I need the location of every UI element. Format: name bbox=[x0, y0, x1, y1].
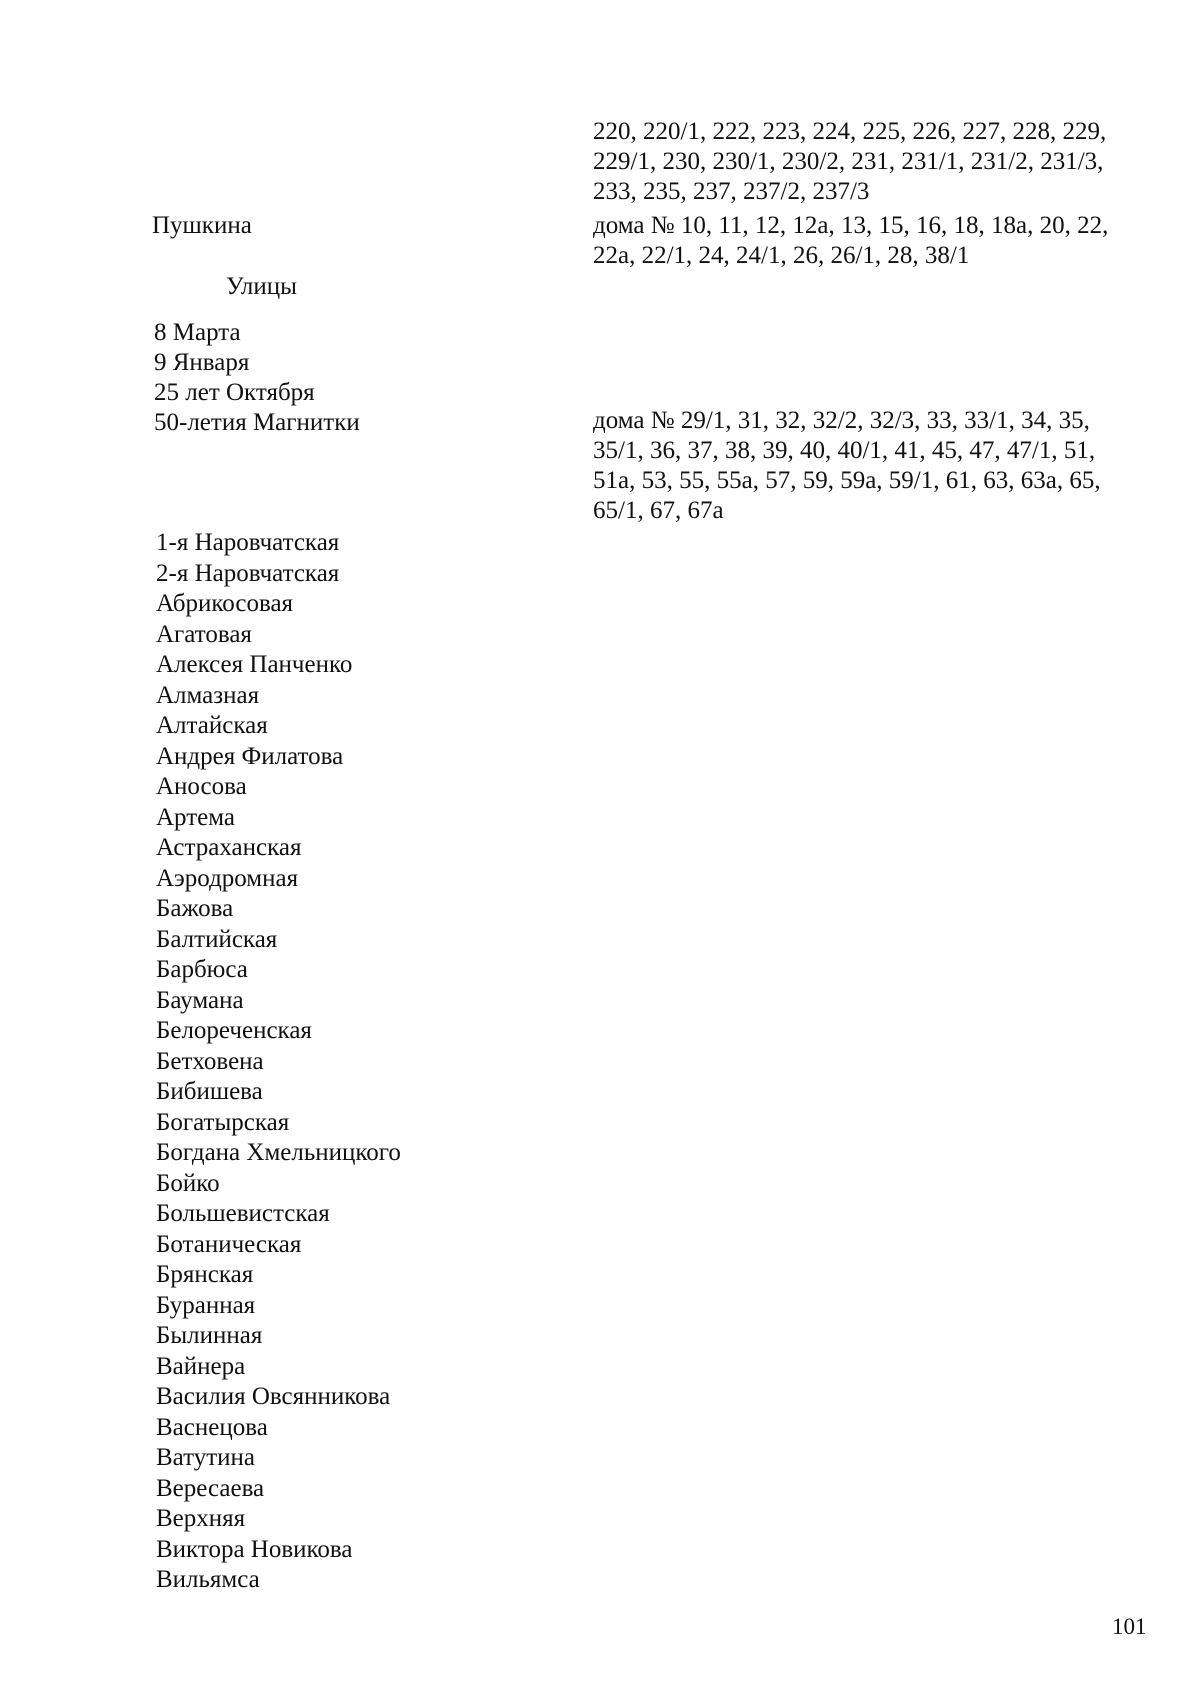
continuation-house-numbers bbox=[593, 117, 1106, 207]
list-item: Астраханская bbox=[156, 834, 302, 861]
list-item: Баумана bbox=[156, 986, 244, 1014]
list-item: Бажова bbox=[156, 895, 234, 922]
list-item: Брянская bbox=[156, 1261, 254, 1288]
pushkina-house-numbers bbox=[593, 211, 1108, 271]
list-item: Вильямса bbox=[156, 1566, 260, 1593]
list-item: Вересаева bbox=[156, 1474, 265, 1502]
list-item: 1-я Наровчатская bbox=[156, 529, 340, 556]
house-numbers-line: 220, 220/1, 222, 223, 224, 225, 226, 227, 228, 229, bbox=[593, 118, 1107, 145]
list-item: Василия Овсянникова bbox=[156, 1383, 391, 1410]
page-number: 101 bbox=[1112, 1614, 1147, 1639]
list-item: Богдана Хмельницкого bbox=[156, 1139, 401, 1166]
list-item: Большевистская bbox=[156, 1200, 330, 1227]
list-item: Васнецова bbox=[156, 1413, 268, 1441]
list-item: Аносова bbox=[156, 773, 247, 800]
list-item: Алмазная bbox=[156, 681, 260, 709]
house-numbers-line: 22а, 22/1, 24, 24/1, 26, 26/1, 28, 38/1 bbox=[593, 242, 970, 269]
list-item: Виктора Новикова bbox=[156, 1535, 353, 1563]
list-item: Ватутина bbox=[156, 1444, 255, 1471]
house-numbers-line: 65/1, 67, 67а bbox=[593, 497, 724, 524]
street-name: 8 Марта bbox=[154, 319, 241, 346]
magnitki-house-numbers bbox=[593, 406, 1101, 526]
section-heading: Улицы bbox=[226, 273, 297, 300]
street-list bbox=[156, 528, 401, 1596]
list-item: Андрея Филатова bbox=[156, 742, 344, 770]
street-name-pushkina: Пушкина bbox=[152, 212, 252, 239]
list-item: Буранная bbox=[156, 1291, 256, 1319]
list-item: Верхняя bbox=[156, 1505, 246, 1532]
list-item: Балтийская bbox=[156, 925, 278, 953]
house-numbers-line: 229/1, 230, 230/1, 230/2, 231, 231/1, 231/2, 231/3, bbox=[593, 148, 1104, 175]
list-item: Ботаническая bbox=[156, 1230, 302, 1258]
street-name: 9 Января bbox=[154, 349, 250, 376]
house-numbers-line: дома № 29/1, 31, 32, 32/2, 32/3, 33, 33/1, 34, 35, bbox=[593, 407, 1090, 434]
house-numbers-line: 35/1, 36, 37, 38, 39, 40, 40/1, 41, 45, 47, 47/1, 51, bbox=[593, 437, 1096, 464]
list-item: Бойко bbox=[156, 1169, 220, 1197]
list-item: 2-я Наровчатская bbox=[156, 559, 340, 587]
list-item: Артема bbox=[156, 803, 235, 831]
list-item: Алексея Панченко bbox=[156, 651, 353, 678]
list-item: Вайнера bbox=[156, 1352, 246, 1380]
list-item: Барбюса bbox=[156, 956, 248, 983]
house-numbers-line: 233, 235, 237, 237/2, 237/3 bbox=[593, 178, 870, 205]
house-numbers-line: 51а, 53, 55, 55а, 57, 59, 59а, 59/1, 61, 63, 63а, 65, bbox=[593, 467, 1101, 494]
street-name: 25 лет Октября bbox=[154, 379, 315, 406]
list-item: Белореченская bbox=[156, 1017, 312, 1044]
list-item: Бетховена bbox=[156, 1047, 264, 1075]
list-item: Былинная bbox=[156, 1322, 263, 1349]
list-item: Бибишева bbox=[156, 1078, 263, 1105]
list-item: Аэродромная bbox=[156, 864, 299, 892]
list-item: Алтайская bbox=[156, 712, 268, 739]
list-item: Агатовая bbox=[156, 620, 252, 648]
street-name-50-letiya-magnitki: 50-летия Магнитки bbox=[154, 409, 360, 436]
house-numbers-line: дома № 10, 11, 12, 12а, 13, 15, 16, 18, 18а, 20, 22, bbox=[593, 212, 1109, 239]
list-item: Богатырская bbox=[156, 1108, 290, 1136]
list-item: Абрикосовая bbox=[156, 590, 294, 617]
